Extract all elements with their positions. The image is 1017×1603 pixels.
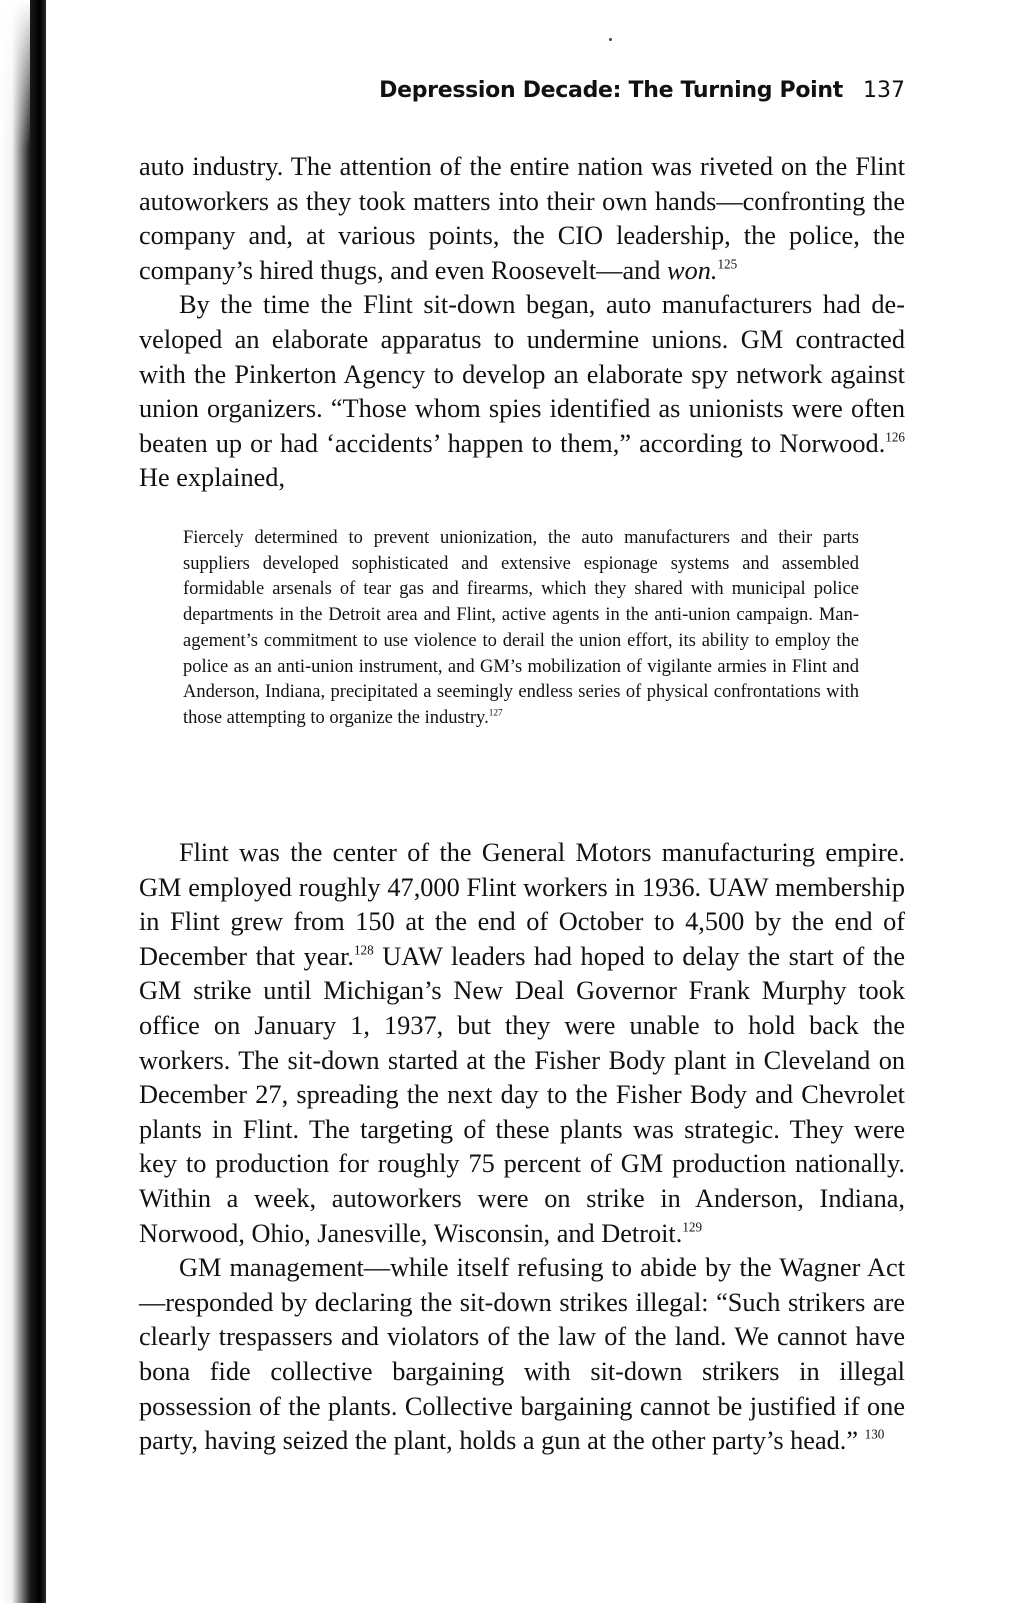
footnote-ref-125: 125 bbox=[717, 256, 738, 272]
paragraph-2 bbox=[139, 288, 905, 496]
paragraph-1 bbox=[139, 150, 905, 288]
running-header bbox=[140, 78, 905, 103]
paragraph-2-text-end: He explained, bbox=[139, 463, 286, 493]
footnote-ref-129: 129 bbox=[682, 1219, 703, 1235]
paragraph-4-text: GM management—while itself refusing to abide by the Wagner Act—responded by declaring the sit-down strikes illegal: “Such strikers are clearly trespassers and violators of the law of the land. We cannot have bona fide collective bargaining with sit-down strikers in illegal possession of the plants. Collective bargaining cannot be justified if one party, having seized the plant, holds a gun at the other party’s head.” bbox=[139, 1253, 905, 1456]
block-quote-text: Fiercely determined to prevent unionization, the auto manufacturers and their parts suppliers developed sophisticated and extensive espionage systems and assembled formidable arsenals of tear gas and firearms, which they shared with municipal police departments in the Detroit area and Flint, active agents in the anti-union campaign. Management’s commitment to use violence to derail the union effort, its ability to employ the police as an anti-union instrument, and GM’s mobilization of vigilante armies in Flint and Anderson, Indiana, precipitated a seemingly endless series of physical confrontations with those attempting to organize the industry. bbox=[183, 528, 859, 728]
footnote-ref-128: 128 bbox=[353, 942, 374, 958]
page-number: 137 bbox=[863, 78, 905, 103]
running-title: Depression Decade: The Turning Point bbox=[379, 78, 843, 103]
emphasis-won: won. bbox=[667, 255, 718, 285]
body-text-bottom bbox=[139, 836, 905, 1459]
paragraph-3-text-cont: UAW leaders had hoped to delay the start of the GM strike until Michigan’s New Deal Governor Frank Murphy took office on January 1, 1937, but they were unable to hold back the workers. The sit-down started at the Fisher Body plant in Cleveland on December 27, spreading the next day to the Fisher Body and Chevrolet plants in Flint. The targeting of these plants was strategic. They were key to production for roughly 75 percent of GM production nationally. Within a week, autoworkers were on strike in Anderson, Indiana, Norwood, Ohio, Janesville, Wisconsin, and Detroit. bbox=[139, 941, 905, 1248]
paragraph-2-text: By the time the Flint sit-down began, auto manufacturers had developed an elaborate apparatus to undermine unions. GM contracted with the Pinkerton Agency to develop an elaborate spy network against union organizers. “Those whom spies identified as unionists were often beaten up or had ‘accidents’ happen to them,” according to Norwood. bbox=[139, 290, 905, 458]
footnote-ref-127: 127 bbox=[488, 708, 503, 719]
paragraph-1-text: auto industry. The attention of the entire nation was riveted on the Flint autoworkers as they took matters into their own hands—confronting the company and, at various points, the CIO leadership, the police, the company’s hired thugs, and even Roosevelt—and bbox=[139, 152, 905, 285]
paragraph-3 bbox=[139, 836, 905, 1251]
footnote-ref-130: 130 bbox=[864, 1426, 885, 1442]
paragraph-4 bbox=[139, 1251, 905, 1459]
scan-binding-shadow bbox=[0, 0, 46, 1603]
block-quote bbox=[183, 526, 859, 732]
body-text-top bbox=[139, 150, 905, 496]
footnote-ref-126: 126 bbox=[885, 429, 905, 445]
paragraph-3-text: Flint was the center of the General Motors manufacturing empire. GM employed roughly 47,000 Flint workers in 1936. UAW membership in Flint grew from 150 at the end of October to 4,500 by the end of December that year. bbox=[139, 838, 905, 971]
scan-speck bbox=[609, 38, 612, 41]
